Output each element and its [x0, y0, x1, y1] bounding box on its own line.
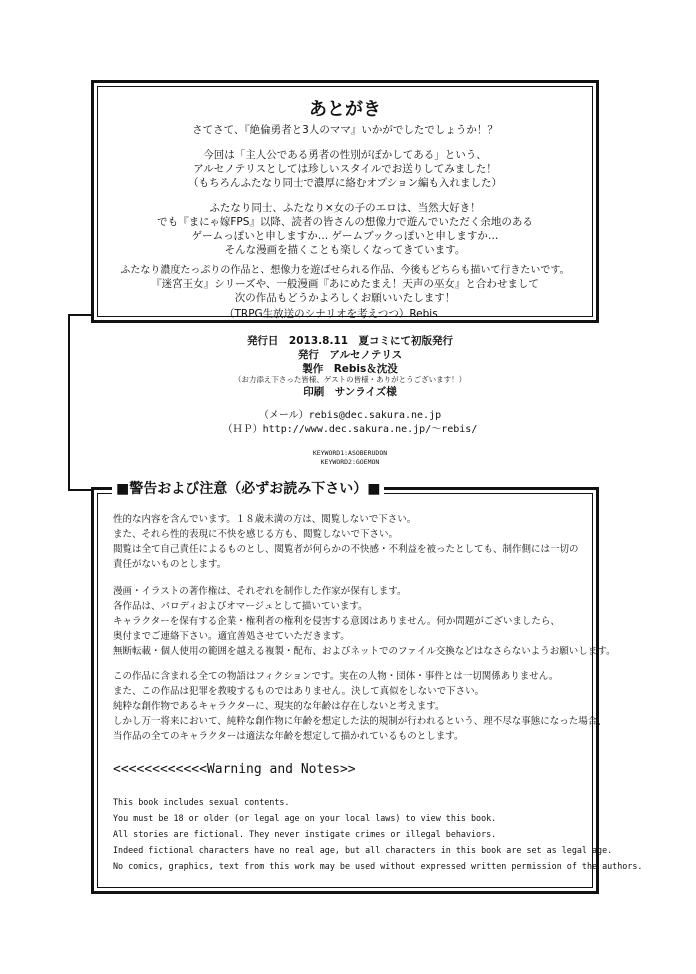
warning-title: ■警告および注意（必ずお読み下さい）■: [112, 478, 384, 498]
connector-horizontal-bottom: [68, 489, 92, 491]
afterword-line: 次の作品もどうかよろしくお願いいたします！: [234, 292, 456, 304]
warning-line: 閲覧は全て自己責任によるものとし、閲覧者が何らかの不快感・不利益を被ったとしても、制作側には一切の: [113, 544, 579, 555]
afterword-line: アルセノテリスとしては珍しいスタイルでお送りしてみました！: [193, 163, 497, 175]
warning-line: 奥付までご連絡下さい。適宜善処させていただきます。: [113, 631, 350, 642]
afterword-line: さてさて、『絶倫勇者と3人のママ』いかがでしたでしょうか！？: [192, 124, 498, 136]
colophon-date: 発行日 2013.8.11 夏コミにて初版発行: [246, 335, 454, 347]
notes-title: <<<<<<<<<<<<Warning and Notes>>: [113, 762, 356, 777]
notes-line: You must be 18 or older (or legal age on your local laws) to view this book.: [113, 813, 497, 823]
warning-line: また、この作品は犯罪を教唆するものではありません。決して真似をしないで下さい。: [113, 686, 485, 697]
afterword-line: 『迷宮王女』シリーズや、一般漫画『あにめたまえ！天声の巫女』と合わせまして: [151, 278, 539, 290]
notes-line: Indeed fictional characters have no real age, but all characters in this book are set as legal age.: [113, 845, 613, 855]
afterword-line: 今回は「主人公である勇者の性別がぼかしてある」という、: [203, 149, 487, 161]
afterword-signature: （TRPG生放送のシナリオを考えつつ）Rebis: [224, 308, 438, 320]
afterword-title: あとがき: [309, 99, 381, 120]
afterword-content: [94, 83, 596, 320]
colophon-mail: （メール）rebis@dec.sakura.ne.jp: [258, 410, 442, 421]
colophon-thanks: （お力添え下さった皆様、ゲストの皆様・ありがとうございます！）: [233, 375, 467, 384]
colophon-printer: 印刷 サンライズ様: [303, 386, 397, 398]
warning-line: しかし万一将来において、純粋な創作物に年齢を想定した法的規制が行われるという、理不尽な事態になった場合、: [113, 716, 607, 727]
afterword-line: ゲームっぽいと申しますか… ゲームブックっぽいと申しますか…: [191, 230, 499, 242]
warning-line: 当作品の全てのキャラクターは適法な年齢を想定して描かれているものとします。: [113, 731, 464, 742]
afterword-line: （もちろんふたなり同士で濃厚に絡むオプション編も入れました）: [187, 177, 503, 189]
warning-line: この作品に含まれる全ての物語はフィクションです。実在の人物・団体・事件とは一切関係ありません。: [113, 671, 559, 682]
connector-horizontal-top: [68, 314, 92, 316]
afterword-line: でも『まにゃ嫁FPS』以降、読者の皆さんの想像力で遊んでいただく余地のある: [157, 216, 533, 228]
warning-line: キャラクターを保有する企業・権利者の権利を侵害する意図はありません。何か問題がございましたら、: [113, 616, 560, 627]
warning-line: 性的な内容を含んでいます。１８歳未満の方は、閲覧しないで下さい。: [113, 514, 417, 525]
afterword-line: そんな漫画を描くことも楽しくなってきています。: [224, 244, 466, 256]
warning-line: 漫画・イラストの著作権は、それぞれを制作した作家が保有します。: [113, 586, 407, 597]
notes-line: This book includes sexual contents.: [113, 797, 290, 807]
colophon-publisher: 発行 アルセノテリス: [297, 349, 403, 361]
warning-line: また、それら性的表現に不快を感じる方も、閲覧しないで下さい。: [113, 529, 399, 540]
colophon-keyword2: KEYWORD2:GOEMON: [320, 458, 380, 466]
colophon-keyword1: KEYWORD1:ASOBERUDON: [312, 449, 388, 457]
notes-line: No comics, graphics, text from this work may be used without expressed written permission of the authors.: [113, 861, 643, 871]
colophon-hp: （ＨＰ）http://www.dec.sakura.ne.jp/～rebis/: [222, 424, 478, 435]
afterword-line: ふたなり同士、ふたなり×女の子のエロは、当然大好き！: [209, 202, 481, 214]
connector-vertical: [68, 314, 70, 491]
warning-line: 責任がないものとします。: [113, 559, 227, 570]
warning-line: 純粋な創作物であるキャラクターに、現実的な年齢は存在しないと考えます。: [113, 701, 445, 712]
afterword-line: ふたなり濃度たっぷりの作品と、想像力を遊ばせられる作品、今後もどちらも描いて行きたいです。: [120, 265, 570, 276]
warning-line: 無断転載・個人使用の範囲を越える複製・配布、およびネットでのファイル交換などはなさらないようお願いします。: [113, 646, 616, 657]
colophon-producer: 製作 Rebis＆沈没: [302, 363, 398, 375]
warning-line: 各作品は、パロディおよびオマージュとして描いています。: [113, 601, 368, 612]
notes-line: All stories are fictional. They never instigate crimes or illegal behaviors.: [113, 829, 497, 839]
